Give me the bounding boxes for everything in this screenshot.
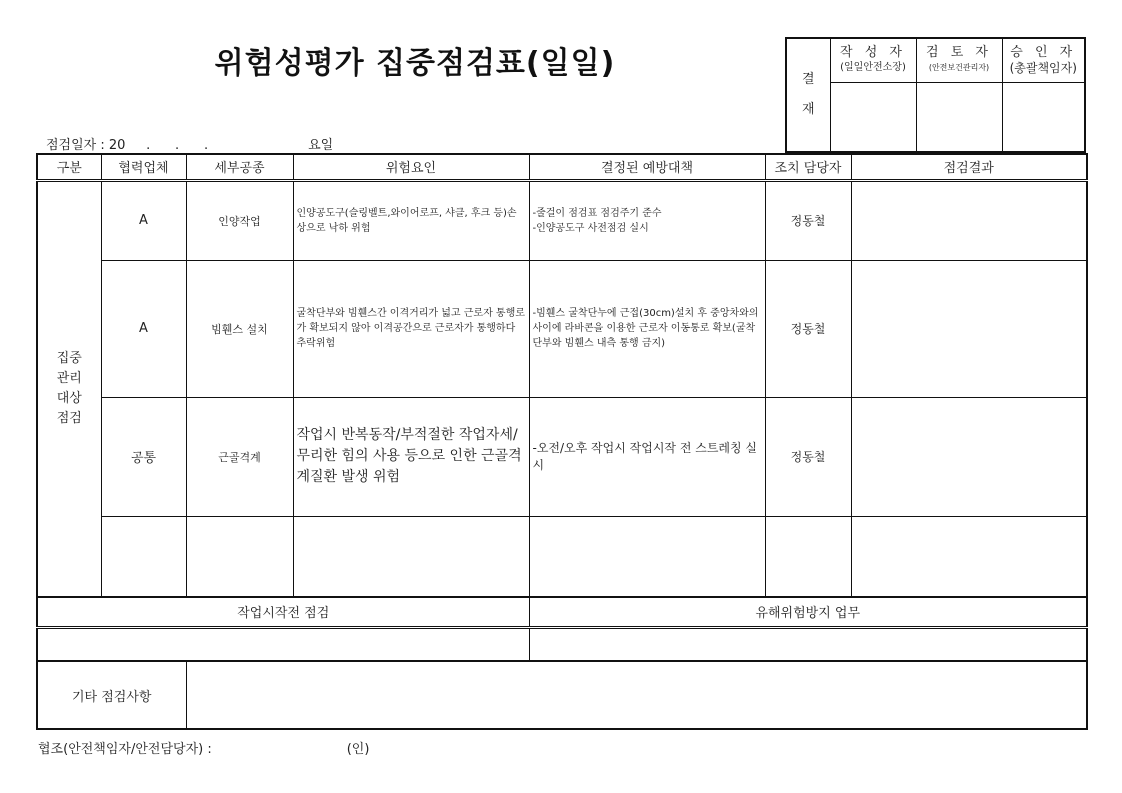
- table-header-row: [37, 154, 1087, 180]
- section-input-row: [37, 627, 1087, 661]
- hazard-cell[interactable]: [293, 516, 529, 597]
- other-items-input[interactable]: [186, 661, 1087, 729]
- approval-writer-sub: (일일안전소장): [840, 62, 906, 74]
- hazard-prevention-header: 유해위험방지 업무: [529, 597, 1087, 627]
- work-type-cell: 근골격계: [186, 397, 293, 516]
- category-text: 집중 관리 대상 점검: [56, 350, 82, 426]
- manager-cell: 정동철: [765, 397, 851, 516]
- table-row: [37, 516, 1087, 597]
- table-row: [37, 397, 1087, 516]
- approval-approver-header: [1002, 38, 1085, 82]
- header-measure: 결정된 예방대책: [529, 154, 765, 180]
- table-row: [37, 260, 1087, 397]
- measure-cell: -빔휀스 굴착단누에 근접(30cm)설치 후 중앙차와의 사이에 라바콘을 이용한 근로자 이동통로 확보(굴착단부와 빔휀스 내측 통행 금지): [529, 260, 765, 397]
- header-category: 구분: [37, 154, 101, 180]
- header-company: 협력업체: [101, 154, 186, 180]
- company-cell: 공통: [101, 397, 186, 516]
- header-manager: 조치 담당자: [765, 154, 851, 180]
- work-type-cell: 빔휀스 설치: [186, 260, 293, 397]
- header-hazard: 위험요인: [293, 154, 529, 180]
- table-row: [37, 180, 1087, 260]
- approval-approver-sign[interactable]: [1002, 82, 1085, 152]
- result-cell[interactable]: [851, 180, 1087, 260]
- other-items-label: 기타 점검사항: [37, 661, 186, 729]
- other-items-row: [37, 661, 1087, 729]
- pre-work-check-header: 작업시작전 점검: [37, 597, 529, 627]
- measure-cell: -줄걸이 점검표 점검주기 준수 -인양공도구 사전점검 실시: [529, 180, 765, 260]
- category-cell: [37, 180, 101, 597]
- section-header-row: [37, 597, 1087, 627]
- result-cell[interactable]: [851, 516, 1087, 597]
- approval-reviewer-sub: (안전보건관리자): [928, 63, 990, 73]
- inspection-table: [36, 153, 1088, 730]
- cooperation-label: 협조(안전책임자/안전담당자) :: [38, 742, 212, 757]
- hazard-cell: 작업시 반복동작/부적절한 작업자세/무리한 힘의 사용 등으로 인한 근골격계질환 발생 위험: [293, 397, 529, 516]
- inspection-date-label: 점검일자 :: [46, 138, 105, 153]
- approval-writer-header: [830, 38, 916, 82]
- seal-mark: (인): [346, 742, 370, 757]
- measure-cell: -오전/오후 작업시 작업시작 전 스트레칭 실시: [529, 397, 765, 516]
- approval-label-top: 결: [801, 72, 815, 87]
- approval-reviewer-role: 검 토 자: [926, 45, 992, 61]
- company-cell: A: [101, 260, 186, 397]
- document-title: 위험성평가 집중점검표(일일): [214, 46, 616, 81]
- company-cell[interactable]: [101, 516, 186, 597]
- manager-cell[interactable]: [765, 516, 851, 597]
- work-type-cell: 인양작업: [186, 180, 293, 260]
- manager-cell: 정동철: [765, 260, 851, 397]
- approval-label: [786, 38, 830, 152]
- hazard-cell: 굴착단부와 빔휀스간 이격거리가 넓고 근로자 통행로가 확보되지 않아 이격공간으로 근로자가 통행하다 추락위험: [293, 260, 529, 397]
- approval-approver-role: 승 인 자: [1010, 45, 1077, 61]
- cooperation-line: [38, 738, 369, 757]
- result-cell[interactable]: [851, 397, 1087, 516]
- pre-work-check-input[interactable]: [37, 627, 529, 661]
- hazard-prevention-input[interactable]: [529, 627, 1087, 661]
- approval-reviewer-sign[interactable]: [916, 82, 1002, 152]
- approval-box: [785, 37, 1086, 153]
- header-work-type: 세부공종: [186, 154, 293, 180]
- hazard-cell: 인양공도구(슬링벨트,와이어로프, 샤클, 후크 등)손상으로 낙하 위험: [293, 180, 529, 260]
- inspection-date-line: [46, 134, 333, 153]
- header-result: 점검결과: [851, 154, 1087, 180]
- approval-writer-role: 작 성 자: [840, 45, 906, 61]
- company-cell: A: [101, 180, 186, 260]
- approval-writer-sign[interactable]: [830, 82, 916, 152]
- manager-cell: 정동철: [765, 180, 851, 260]
- measure-cell[interactable]: [529, 516, 765, 597]
- approval-reviewer-header: [916, 38, 1002, 82]
- work-type-cell[interactable]: [186, 516, 293, 597]
- approval-label-bottom: 재: [801, 102, 815, 117]
- approval-approver-sub: (총괄책임자): [1009, 61, 1077, 76]
- inspection-date-value[interactable]: 20 . . .: [108, 138, 209, 153]
- weekday-label: 요일: [308, 138, 334, 153]
- result-cell[interactable]: [851, 260, 1087, 397]
